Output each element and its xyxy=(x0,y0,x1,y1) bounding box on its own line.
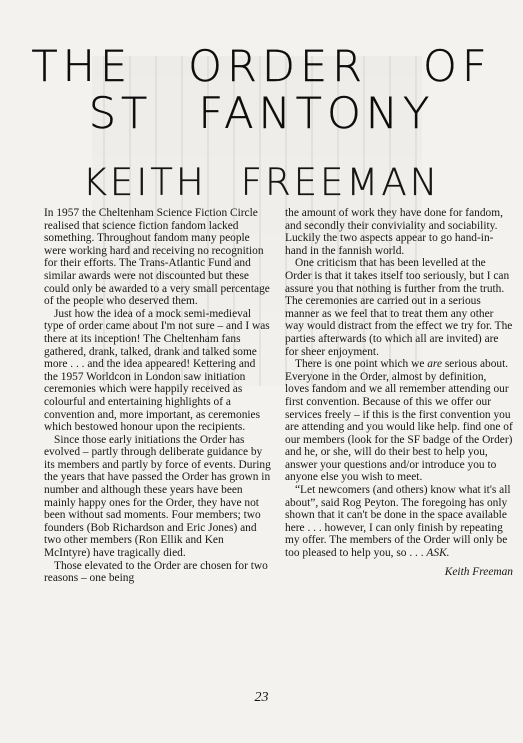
signature: Keith Freeman xyxy=(444,565,513,578)
paragraph: the amount of work they have done for fandom, and secondly their conviviality and sociability. Luckily the two aspects appear to go hand-in-hand in the fannish world. xyxy=(285,207,503,257)
paragraph xyxy=(285,484,513,560)
title-word: ST xyxy=(88,89,153,139)
title-word: ORDER xyxy=(188,42,368,92)
left-column xyxy=(44,207,272,585)
text-run: “Let newcomers (and others) know what it's all about”, said Rog Peyton. The foregoing has only shown that it can't be done in the space available here . . . however, I can only finish by repeating my offer. The members of the Order will only be too pleased to help you, so . . . xyxy=(285,484,511,560)
author-last-name: FREEMAN xyxy=(240,161,441,204)
text-run: serious about. Everyone in the Order, almost by definition, loves fandom and we all remember attending our first convention. Because of this we offer our services freely – if this is the first convention you are attending and you would like help. find one of our members (look for the SF badge of the Order) and he, or she, will do their best to help you, answer your questions and/or introduce you to anyone else you wish to meet. xyxy=(285,358,513,484)
emphasis: ASK. xyxy=(426,547,450,560)
paragraph: Just how the idea of a mock semi-medieval type of order came about I'm not sure – and I was there at its inception! The Cheltenham fans gathered, drank, talked, drank and talked some more . . . and the idea appeared! Kettering and the 1957 Worldcon in London saw initiation ceremonies which were happily received as colourful and entertaining highlights of a convention and, more important, as ceremonies which bestowed honour upon the recipients. xyxy=(44,307,270,434)
emphasis: are xyxy=(427,358,442,371)
right-column xyxy=(285,207,513,578)
paragraph: Those elevated to the Order are chosen for two reasons – one being xyxy=(44,559,268,585)
paragraph: Since those early initiations the Order has evolved – partly through deliberate guidance by its members and partly by force of events. During the years that have passed the Order has grown in number and although these years have been mainly happy ones for the Order, they have not been without sad moments. Four members; two founders (Bob Richardson and Eric Jones) and two other members (Ron Ellik and Ken McIntyre) have tragically died. xyxy=(44,433,271,560)
title-word: OF xyxy=(423,42,492,92)
title-word: THE xyxy=(31,42,133,92)
title-line-1 xyxy=(0,42,523,92)
paragraph: In 1957 the Cheltenham Science Fiction Circle realised that science fiction fandom lacked something. Throughout fandom many people were working hard and receiving no recognition for their efforts. The Trans-Atlantic Fund and similar awards were not discounted but these could only be awarded to a very small percentage of the people who deserved them. xyxy=(44,207,270,308)
author-heading xyxy=(0,161,523,204)
paragraph xyxy=(285,358,513,484)
title-word: FANTONY xyxy=(198,89,435,139)
page-number: 23 xyxy=(254,690,269,705)
title-line-2 xyxy=(0,89,523,139)
paragraph: One criticism that has been levelled at the Order is that it takes itself too seriously, but I can assure you that nothing is further from the truth. The ceremonies are carried out in a serious manner as we feel that to treat them any other way would distract from the effect we try for. The parties afterwards (to which all are invited) are for sheer enjoyment. xyxy=(285,257,513,358)
text-run: There is one point which we xyxy=(295,358,428,371)
author-first-name: KEITH xyxy=(82,161,207,204)
